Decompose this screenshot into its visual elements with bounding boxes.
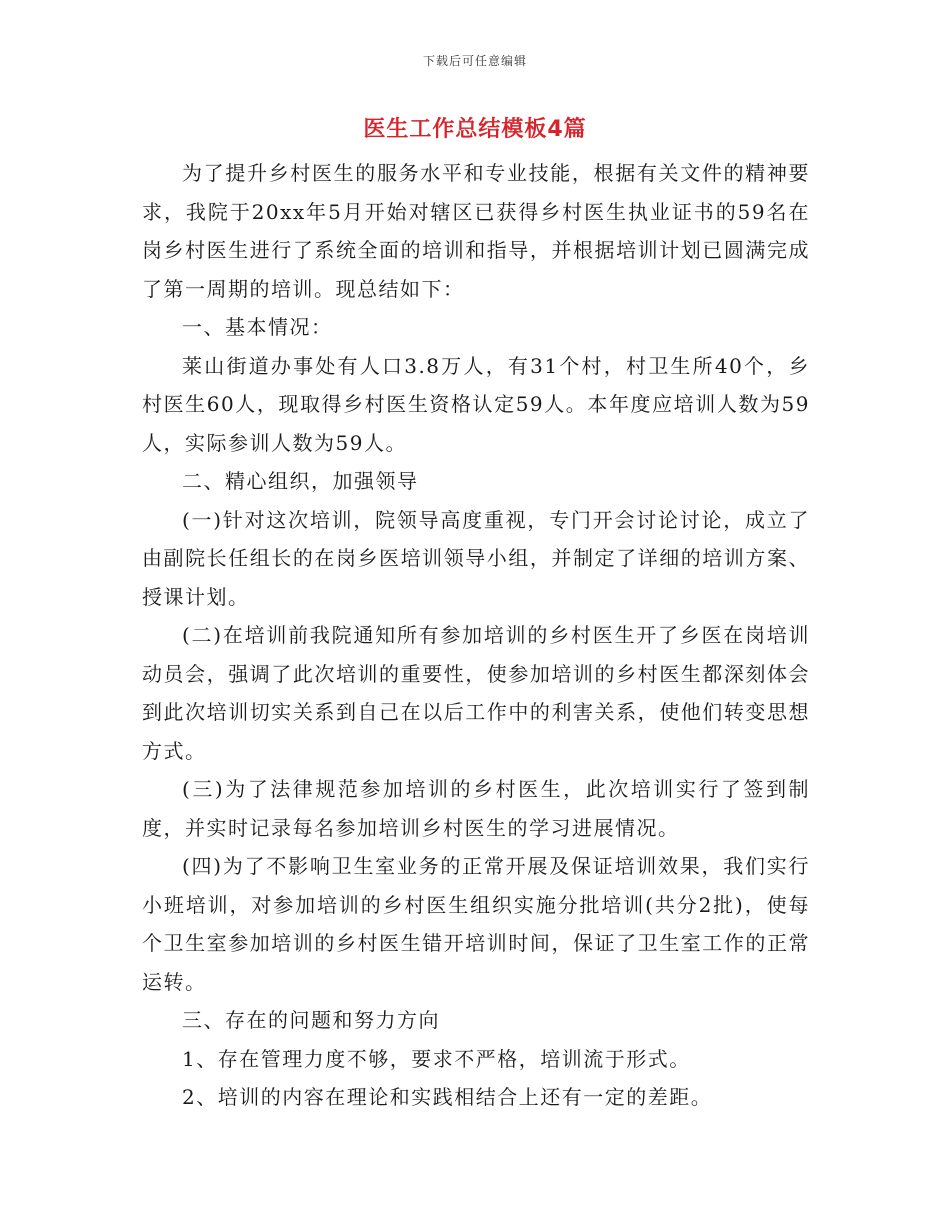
document-title: 医生工作总结模板4篇 bbox=[363, 117, 587, 142]
section-heading: 三、存在的问题和努力方向 bbox=[182, 1008, 440, 1032]
paragraph: (二)在培训前我院通知所有参加培训的乡村医生开了乡医在岗培训动员会，强调了此次培训的重要性，使参加培训的乡村医生都深刻体会到此次培训切实关系到自己在以后工作中的利害关系，使他们转变思想方式。 bbox=[142, 623, 810, 763]
section-heading: 一、基本情况： bbox=[182, 315, 333, 339]
list-item: 2、培训的内容在理论和实践相结合上还有一定的差距。 bbox=[182, 1085, 713, 1109]
paragraph: (一)针对这次培训，院领导高度重视，专门开会讨论讨论，成立了由副院长任组长的在岗乡医培训领导小组，并制定了详细的培训方案、授课计划。 bbox=[142, 507, 810, 609]
paragraph: (三)为了法律规范参加培训的乡村医生，此次培训实行了签到制度，并实时记录每名参加培训乡村医生的学习进展情况。 bbox=[142, 777, 810, 840]
header-note: 下载后可任意编辑 bbox=[422, 54, 527, 68]
document-body bbox=[142, 154, 810, 1117]
paragraph: 莱山街道办事处有人口3.8万人，有31个村，村卫生所40个，乡村医生60人，现取得乡村医生资格认定59人。本年度应培训人数为59人，实际参训人数为59人。 bbox=[142, 353, 810, 455]
section-heading: 二、精心组织，加强领导 bbox=[182, 469, 419, 493]
list-item: 1、存在管理力度不够，要求不严格，培训流于形式。 bbox=[182, 1046, 691, 1071]
paragraph: 为了提升乡村医生的服务水平和专业技能，根据有关文件的精神要求，我院于20xx年5月开始对辖区已获得乡村医生执业证书的59名在岗乡村医生进行了系统全面的培训和指导，并根据培训计划已圆满完成了第一周期的培训。现总结如下： bbox=[142, 161, 810, 301]
paragraph: (四)为了不影响卫生室业务的正常开展及保证培训效果，我们实行小班培训，对参加培训的乡村医生组织实施分批培训(共分2批)，使每个卫生室参加培训的乡村医生错开培训时间，保证了卫生室工作的正常运转。 bbox=[142, 854, 810, 994]
